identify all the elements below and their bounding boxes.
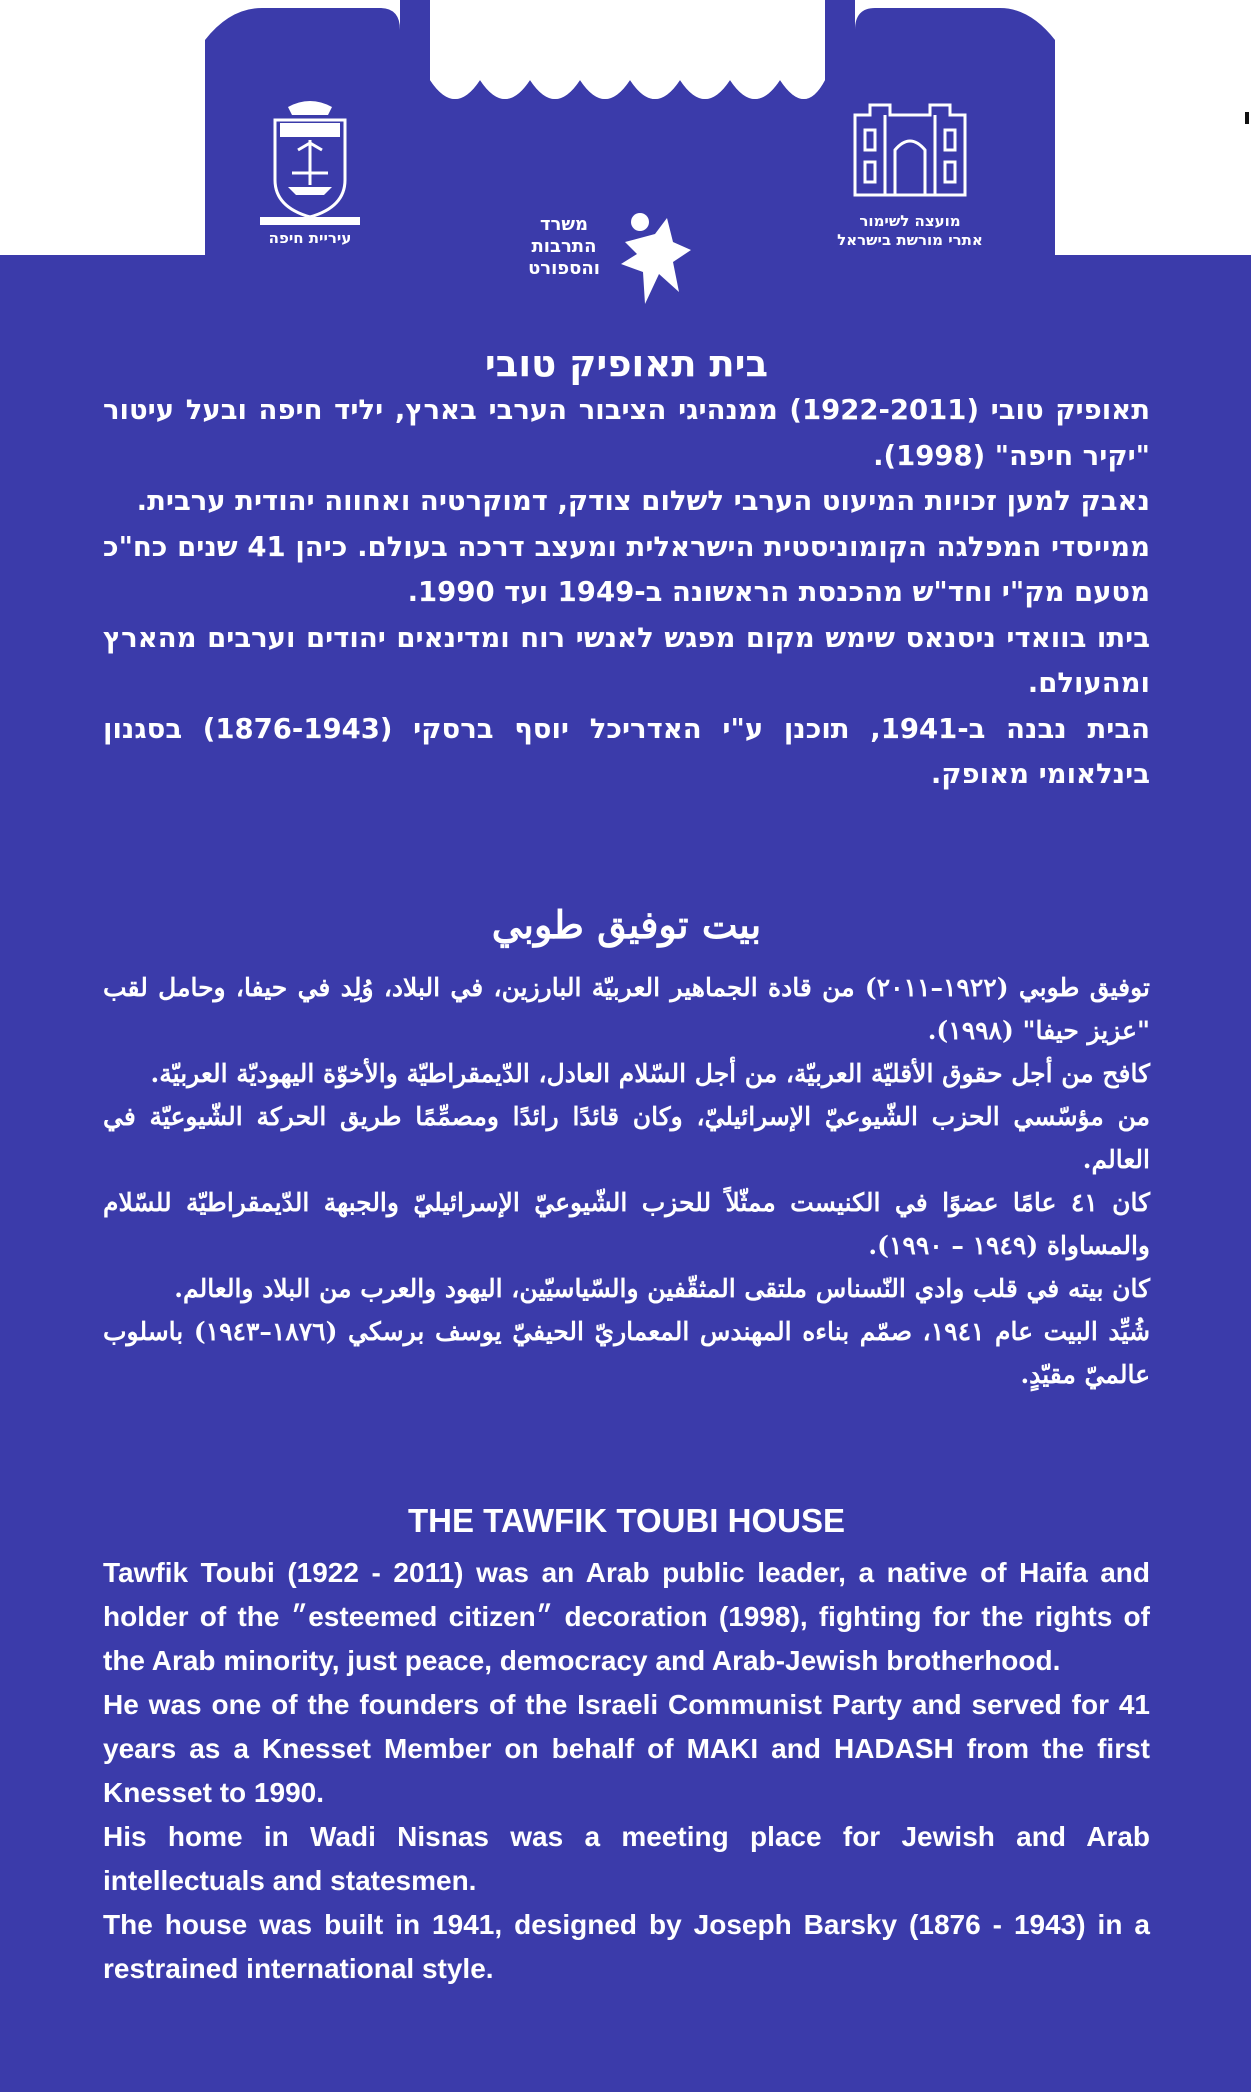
ministry-caption-line: התרבות <box>531 236 597 257</box>
english-title: THE TAWFIK TOUBI HOUSE <box>408 1502 845 1539</box>
council-caption <box>820 212 1000 250</box>
ministry-caption <box>515 214 613 280</box>
hebrew-paragraph: תאופיק טובי (1922-2011) ממנהיגי הציבור הערבי בארץ, יליד חיפה ובעל עיטור "יקיר חיפה" (1998). <box>103 394 1150 472</box>
hebrew-paragraph: נאבק למען זכויות המיעוט הערבי לשלום צודק, דמוקרטיה ואחווה יהודית ערבית. <box>136 485 1150 517</box>
haifa-municipality-logo <box>240 95 380 248</box>
english-paragraph: He was one of the founders of the Israeli Communist Party and served for 41 years as a Knesset Member on behalf of MAKI and HADASH from the first Knesset to 1990. <box>103 1689 1150 1808</box>
english-paragraph: The house was built in 1941, designed by Joseph Barsky (1876 - 1943) in a restrained international style. <box>103 1909 1150 1984</box>
hebrew-paragraph: ביתו בוואדי ניסנאס שימש מקום מפגש לאנשי רוח ומדינאים יהודים וערבים מהארץ ומהעולם. <box>103 621 1150 699</box>
arabic-title: بيت توفيق طوبي <box>491 902 762 947</box>
hebrew-paragraph: ממייסדי המפלגה הקומוניסטית הישראלית ומעצב דרכה בעולם. כיהן 41 שנים כח"כ מטעם מק"י וחד"ש מהכנסת הראשונה ב-1949 ועד 1990. <box>103 530 1150 608</box>
english-paragraph: Tawfik Toubi (1922 - 2011) was an Arab public leader, a native of Haifa and holder of the ״esteemed citizen״ decoration (1998), fighting for the rights of the Arab minority, just peace, democracy and Arab-Jewish brotherhood. <box>103 1557 1150 1676</box>
ministry-caption-line: משרד <box>539 214 589 235</box>
arabic-paragraph: كان ٤١ عامًا عضوًا في الكنيست ممثّلاً للحزب الشّيوعيّ الإسرائيليّ والجبهة الدّيمقراطيّة للسّلام والمساواة (١٩٤٩ – ١٩٩٠). <box>103 1188 1150 1260</box>
heritage-council-logo <box>820 100 1000 250</box>
star-figure-icon <box>615 212 695 307</box>
hebrew-title: בית תאופיק טובי <box>484 342 769 385</box>
council-caption-line: אתרי מורשת בישראל <box>837 231 983 249</box>
english-paragraph: His home in Wadi Nisnas was a meeting place for Jewish and Arab intellectuals and statesmen. <box>103 1821 1150 1896</box>
arabic-paragraph: توفيق طوبي (١٩٢٢–٢٠١١) من قادة الجماهير العربيّة البارزين، في البلاد، وُلِد في حيفا، وحامل لقب "عزيز حيفا" (١٩٩٨). <box>103 973 1150 1045</box>
arabic-paragraph: كافح من أجل حقوق الأقليّة العربيّة، من أجل السّلام العادل، الدّيمقراطيّة والأخوّة اليهوديّة العربيّة. <box>150 1059 1150 1088</box>
ministry-caption-line: והספורט <box>528 258 600 279</box>
arabic-paragraph: كان بيته في قلب وادي النّسناس ملتقى المثقّفين والسّياسيّين، اليهود والعرب من البلاد والعالم. <box>174 1274 1150 1303</box>
arabic-section <box>103 898 1150 1396</box>
fortress-gate-icon <box>845 100 975 198</box>
english-section <box>103 1497 1150 1991</box>
haifa-emblem-icon <box>240 95 380 225</box>
arabic-paragraph: من مؤسّسي الحزب الشّيوعيّ الإسرائيليّ، وكان قائدًا رائدًا ومصمِّمًا طريق الحركة الشّيوعيّة في العالم. <box>103 1102 1150 1174</box>
council-caption-line: מועצה לשימור <box>859 212 961 230</box>
arabic-paragraph: شُيِّد البيت عام ١٩٤١، صمّم بناءه المهندس المعماريّ الحيفيّ يوسف برسكي (١٨٧٦–١٩٤٣) باسلوب عالميّ مقيّدٍ. <box>103 1317 1151 1389</box>
haifa-caption: עיריית חיפה <box>268 229 352 247</box>
hebrew-paragraph: הבית נבנה ב-1941, תוכנן ע"י האדריכל יוסף ברסקי (1876-1943) בסגנון בינלאומי מאופק. <box>103 712 1151 790</box>
hebrew-section <box>103 340 1150 798</box>
